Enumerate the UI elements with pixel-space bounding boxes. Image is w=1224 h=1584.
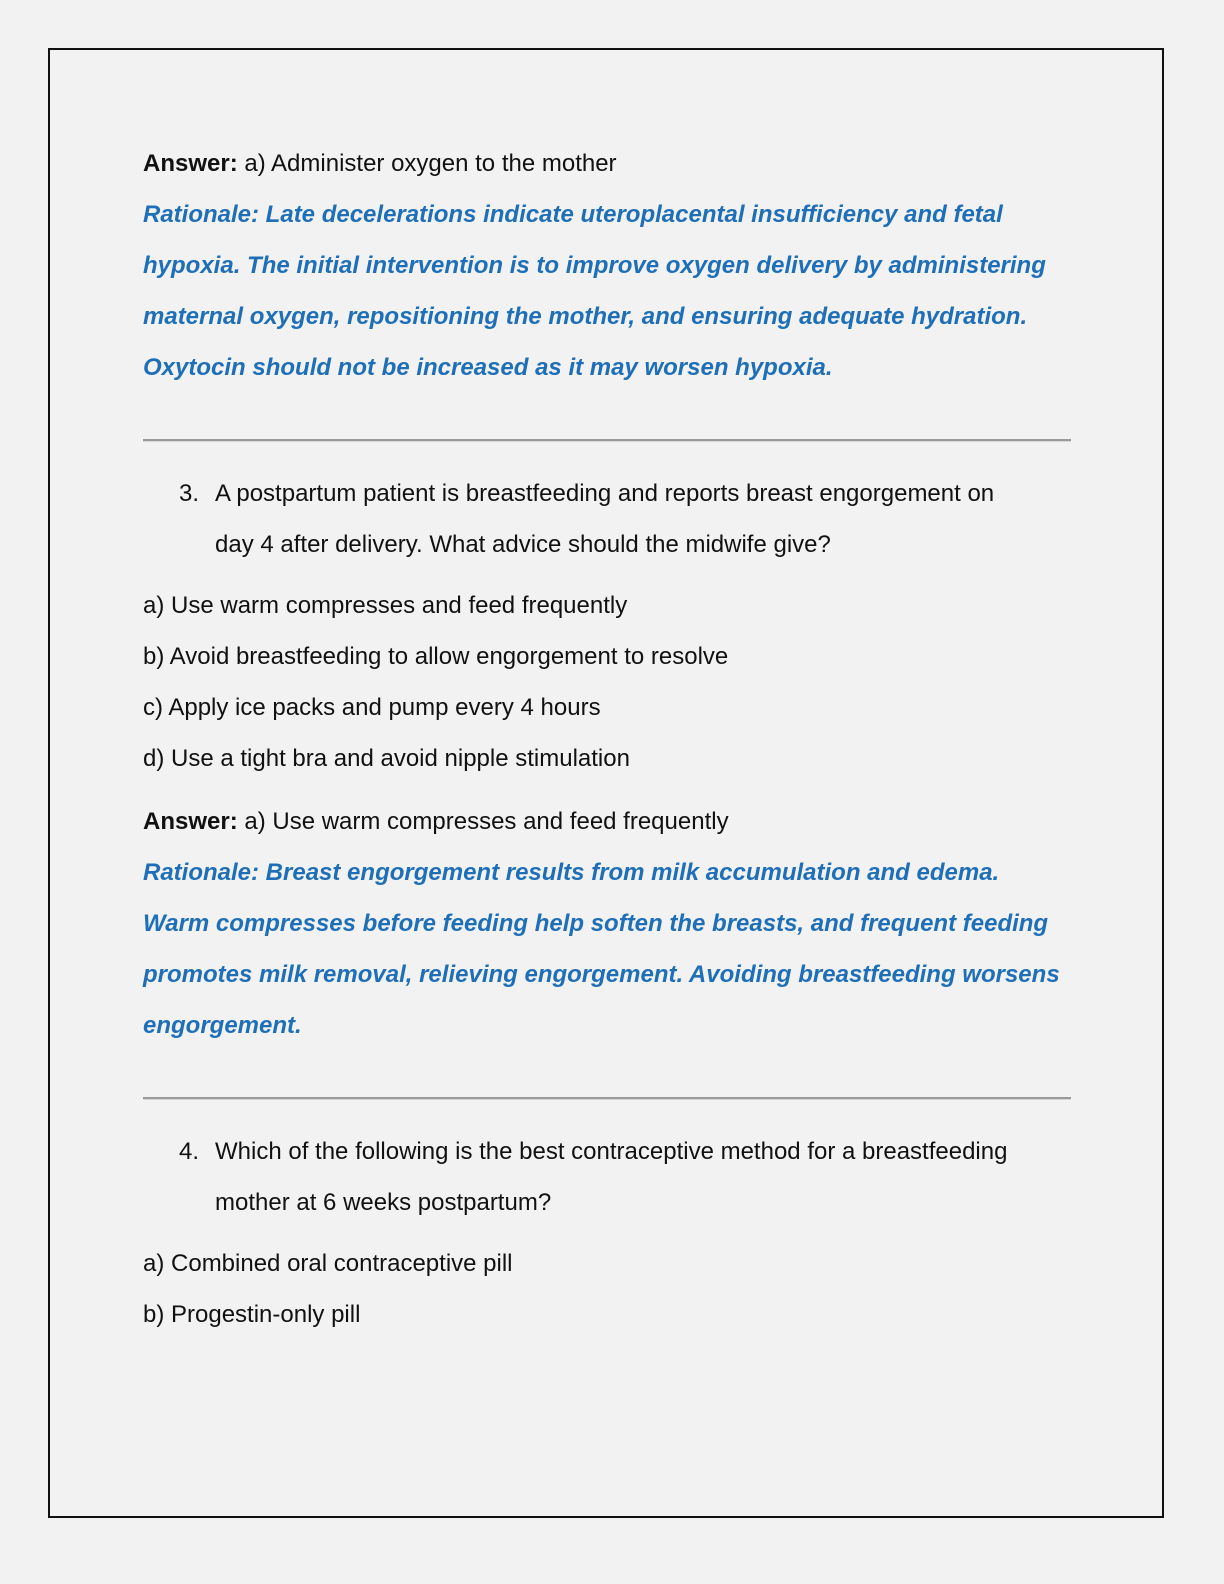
rationale-line: Oxytocin should not be increased as it may worsen hypoxia. bbox=[143, 354, 833, 381]
rationale-line: engorgement. bbox=[143, 1012, 302, 1039]
question-number: 3. bbox=[179, 480, 200, 507]
answer-label: Answer: bbox=[143, 808, 238, 835]
question-text: A postpartum patient is breastfeeding and reports breast engorgement on day 4 after delivery. What advice should the midwife give? bbox=[215, 480, 995, 558]
answer-text: a) Use warm compresses and feed frequently bbox=[237, 808, 729, 835]
rationale-line: Warm compresses before feeding help soften the breasts, and frequent feeding bbox=[143, 910, 1049, 937]
option-b: b) Progestin-only pill bbox=[143, 1301, 361, 1328]
option-b: b) Avoid breastfeeding to allow engorgement to resolve bbox=[143, 643, 729, 670]
rationale-block bbox=[143, 189, 1083, 393]
option-c: c) Apply ice packs and pump every 4 hours bbox=[143, 694, 601, 721]
question-4 bbox=[143, 1126, 1083, 1228]
rationale-block bbox=[143, 847, 1083, 1051]
rationale-line: Rationale: Late decelerations indicate uteroplacental insufficiency and fetal bbox=[143, 201, 1003, 228]
divider bbox=[143, 1097, 1071, 1100]
document-content bbox=[143, 138, 1083, 1340]
option-a: a) Use warm compresses and feed frequently bbox=[143, 592, 628, 619]
rationale-line: hypoxia. The initial intervention is to improve oxygen delivery by administering bbox=[143, 252, 1046, 279]
option-d: d) Use a tight bra and avoid nipple stimulation bbox=[143, 745, 630, 772]
options-list bbox=[143, 580, 1083, 784]
question-3 bbox=[143, 468, 1083, 570]
answer-label: Answer: bbox=[143, 150, 238, 177]
rationale-line: promotes milk removal, relieving engorgement. Avoiding breastfeeding worsens bbox=[143, 961, 1060, 988]
answer-line bbox=[143, 796, 1083, 847]
rationale-line: maternal oxygen, repositioning the mother, and ensuring adequate hydration. bbox=[143, 303, 1028, 330]
answer-text: a) Administer oxygen to the mother bbox=[237, 150, 617, 177]
question-text: Which of the following is the best contraceptive method for a breastfeeding mother at 6 weeks postpartum? bbox=[215, 1138, 1008, 1216]
options-list bbox=[143, 1238, 1083, 1340]
answer-line bbox=[143, 138, 1083, 189]
divider bbox=[143, 439, 1071, 442]
rationale-line: Rationale: Breast engorgement results from milk accumulation and edema. bbox=[143, 859, 1000, 886]
option-a: a) Combined oral contraceptive pill bbox=[143, 1250, 513, 1277]
question-number: 4. bbox=[179, 1138, 200, 1165]
